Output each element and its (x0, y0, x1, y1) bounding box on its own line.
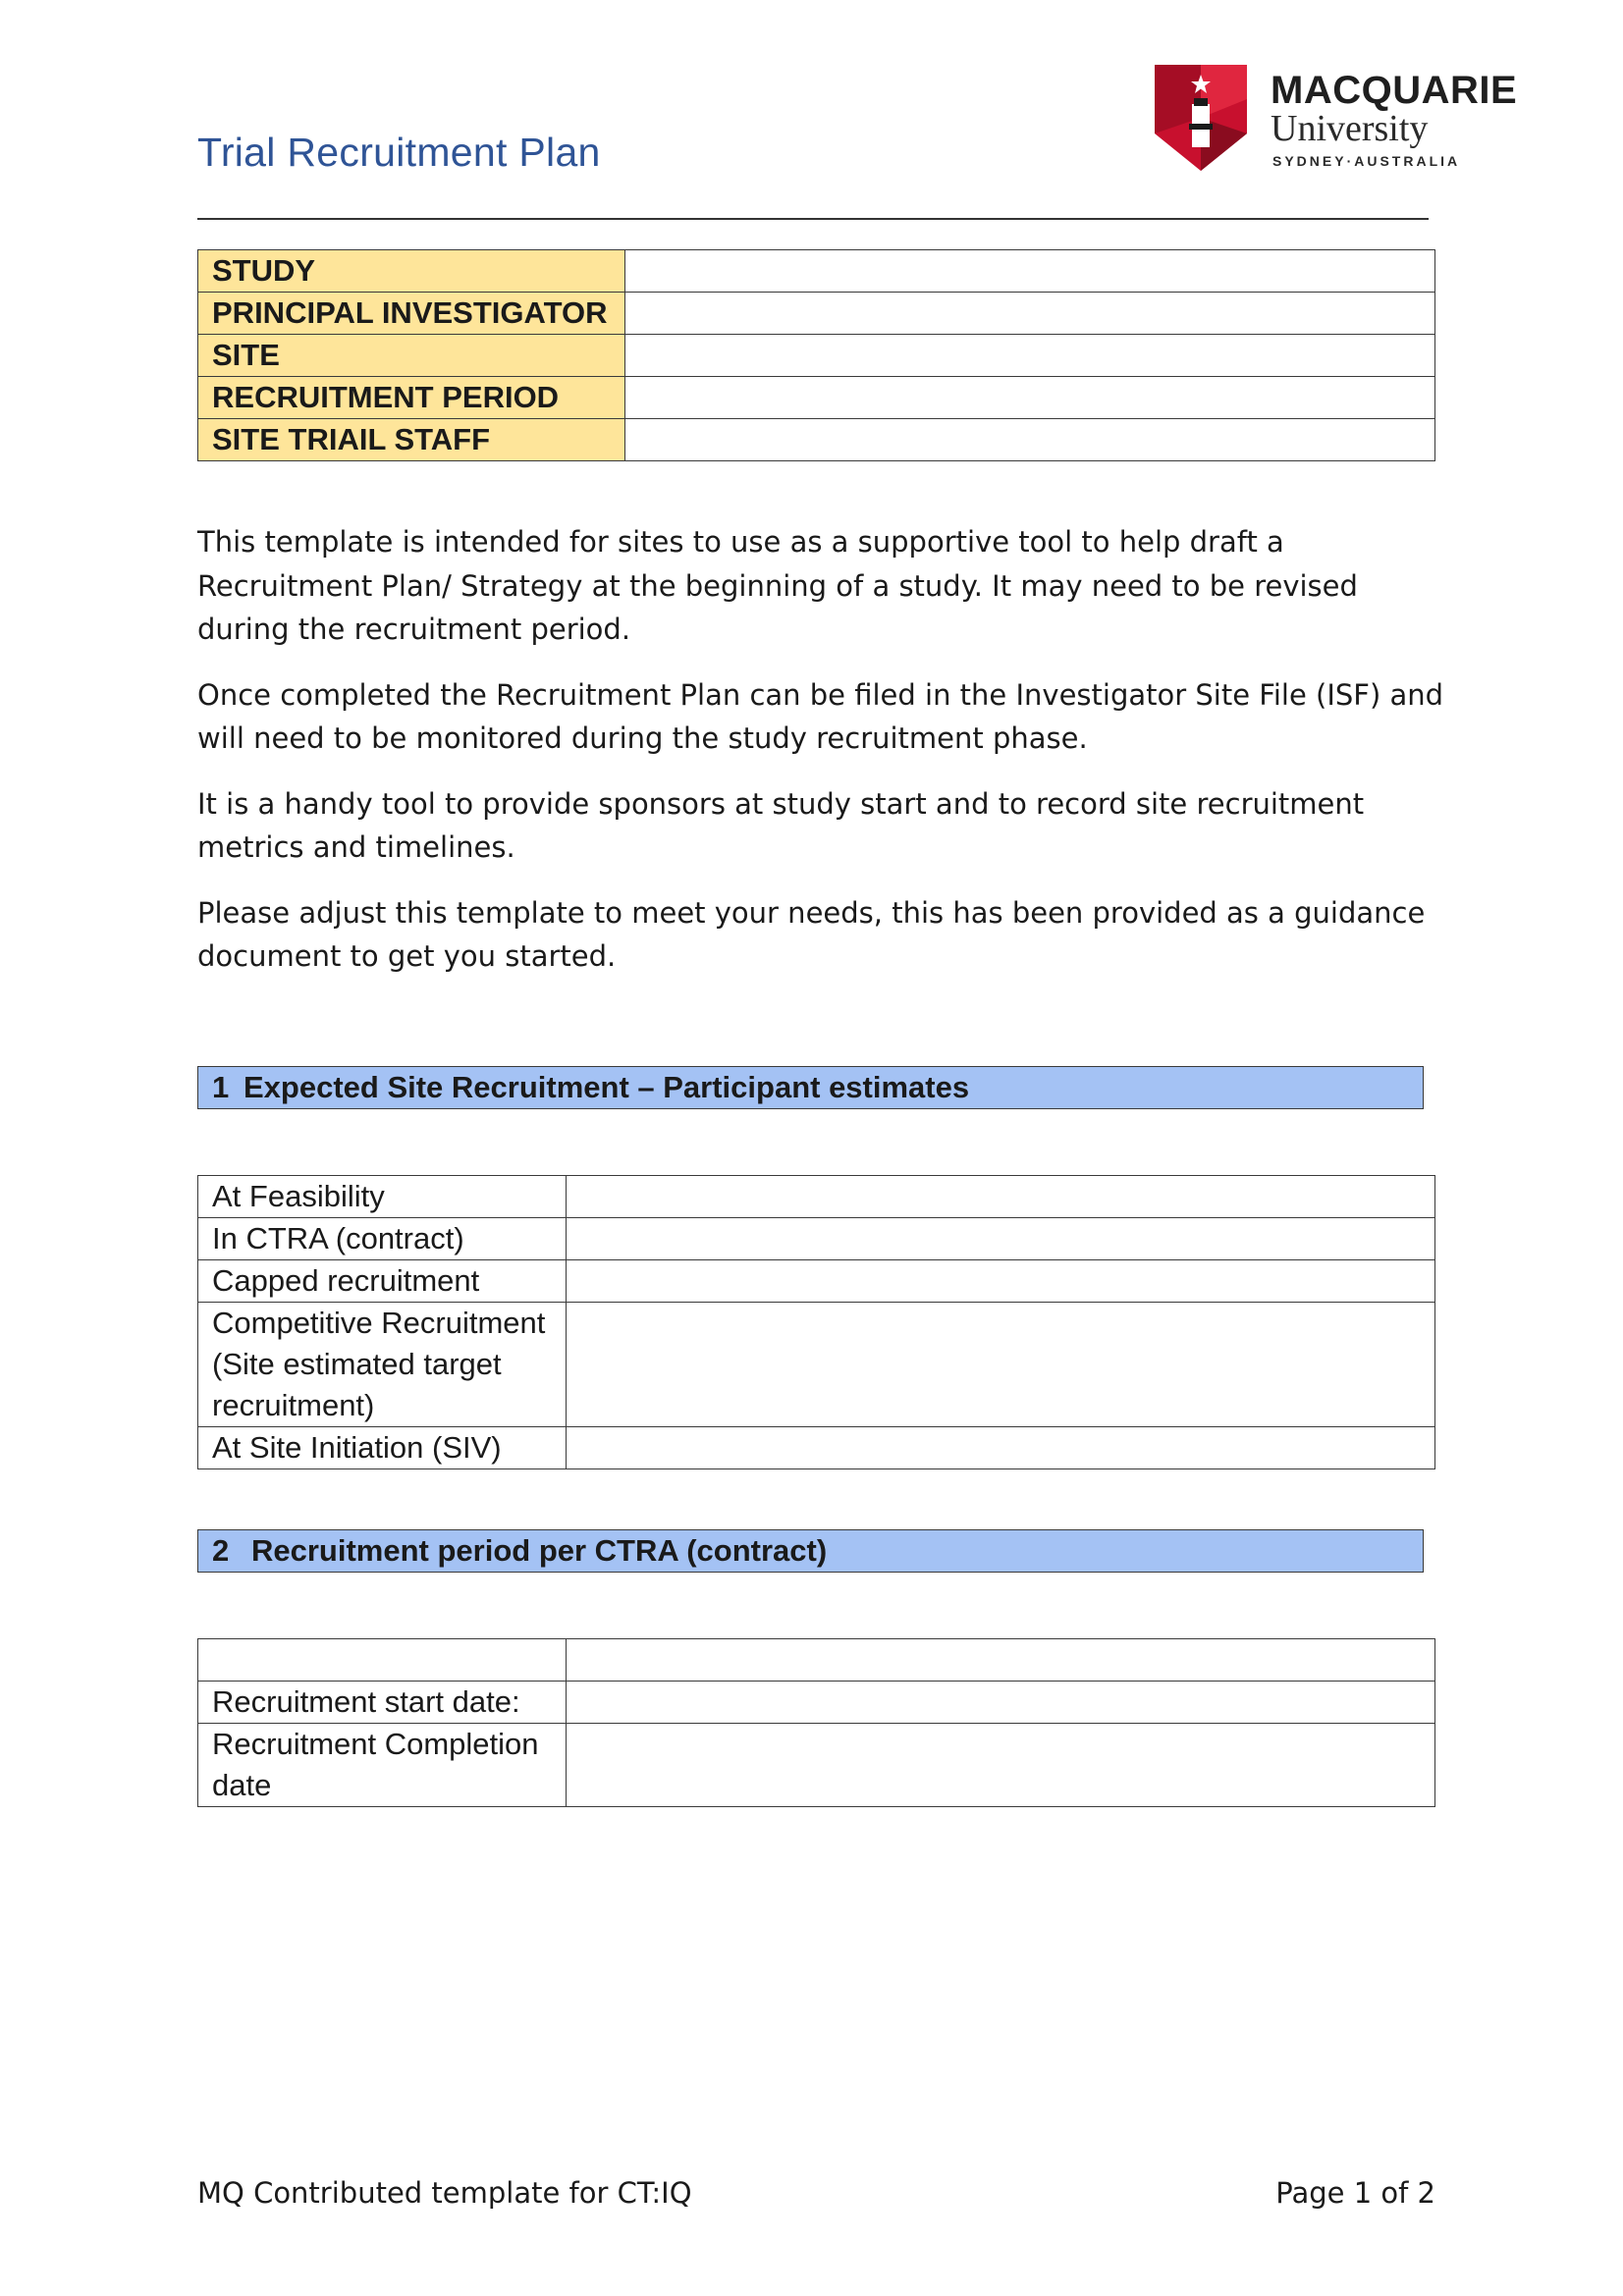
macquarie-logo (1155, 65, 1518, 175)
capped-recruitment-field[interactable] (567, 1260, 1435, 1303)
page-title: Trial Recruitment Plan (197, 130, 601, 175)
site-trial-staff-label: SITE TRIAIL STAFF (198, 419, 625, 461)
table-row (198, 1724, 1435, 1807)
table-row (198, 1260, 1435, 1303)
in-ctra-label: In CTRA (contract) (198, 1218, 567, 1260)
study-info-table (197, 249, 1435, 461)
site-trial-staff-field[interactable] (625, 419, 1435, 461)
capped-recruitment-label: Capped recruitment (198, 1260, 567, 1303)
recruitment-completion-date-label: Recruitment Completion date (198, 1724, 567, 1807)
participant-estimates-table (197, 1175, 1435, 1469)
site-label: SITE (198, 335, 625, 377)
table-row (198, 377, 1435, 419)
table-row (198, 250, 1435, 293)
blank-label (198, 1639, 567, 1682)
table-row (198, 1682, 1435, 1724)
table-row (198, 1176, 1435, 1218)
at-site-initiation-field[interactable] (567, 1427, 1435, 1469)
table-row (198, 1303, 1435, 1427)
blank-field[interactable] (567, 1639, 1435, 1682)
table-row (198, 335, 1435, 377)
at-site-initiation-label: At Site Initiation (SIV) (198, 1427, 567, 1469)
logo-university: University (1271, 108, 1429, 149)
section-title: Recruitment period per CTRA (contract) (251, 1533, 828, 1568)
logo-location: SYDNEY·AUSTRALIA (1272, 153, 1461, 169)
at-feasibility-label: At Feasibility (198, 1176, 567, 1218)
table-row (198, 1218, 1435, 1260)
section-number: 2 (212, 1533, 230, 1568)
table-row (198, 293, 1435, 335)
footer-page-number: Page 1 of 2 (1275, 2176, 1435, 2210)
recruitment-period-table (197, 1638, 1435, 1807)
recruitment-start-date-label: Recruitment start date: (198, 1682, 567, 1724)
table-row (198, 419, 1435, 461)
section-title: Expected Site Recruitment – Participant estimates (243, 1070, 970, 1104)
competitive-recruitment-label: Competitive Recruitment (Site estimated target recruitment) (198, 1303, 567, 1427)
recruitment-period-label: RECRUITMENT PERIOD (198, 377, 625, 419)
recruitment-start-date-field[interactable] (567, 1682, 1435, 1724)
principal-investigator-label: PRINCIPAL INVESTIGATOR (198, 293, 625, 335)
section-2-heading (197, 1529, 1424, 1573)
recruitment-completion-date-field[interactable] (567, 1724, 1435, 1807)
intro-paragraph: It is a handy tool to provide sponsors at study start and to record site recruitment metrics and timelines. (197, 786, 1365, 864)
competitive-recruitment-field[interactable] (567, 1303, 1435, 1427)
macquarie-shield-icon (1155, 65, 1247, 171)
at-feasibility-field[interactable] (567, 1176, 1435, 1218)
footer-template-credit: MQ Contributed template for CT:IQ (197, 2176, 692, 2210)
intro-paragraph: Please adjust this template to meet your needs, this has been provided as a guidance document to get you started. (197, 895, 1426, 973)
in-ctra-field[interactable] (567, 1218, 1435, 1260)
section-1-heading (197, 1066, 1424, 1109)
intro-paragraph: This template is intended for sites to use as a supportive tool to help draft a Recruitment Plan/ Strategy at the beginning of a study. It may need to be revised during the recruitment period. (197, 525, 1358, 646)
header-divider (197, 218, 1429, 220)
study-field[interactable] (625, 250, 1435, 293)
intro-paragraph: Once completed the Recruitment Plan can be filed in the Investigator Site File (ISF) and will need to be monitored during the study recruitment phase. (197, 677, 1444, 755)
site-field[interactable] (625, 335, 1435, 377)
table-row (198, 1427, 1435, 1469)
table-row (198, 1639, 1435, 1682)
principal-investigator-field[interactable] (625, 293, 1435, 335)
section-number: 1 (212, 1070, 230, 1104)
intro-text (197, 520, 1444, 1000)
study-label: STUDY (198, 250, 625, 293)
logo-name: MACQUARIE (1271, 69, 1518, 112)
recruitment-period-field[interactable] (625, 377, 1435, 419)
